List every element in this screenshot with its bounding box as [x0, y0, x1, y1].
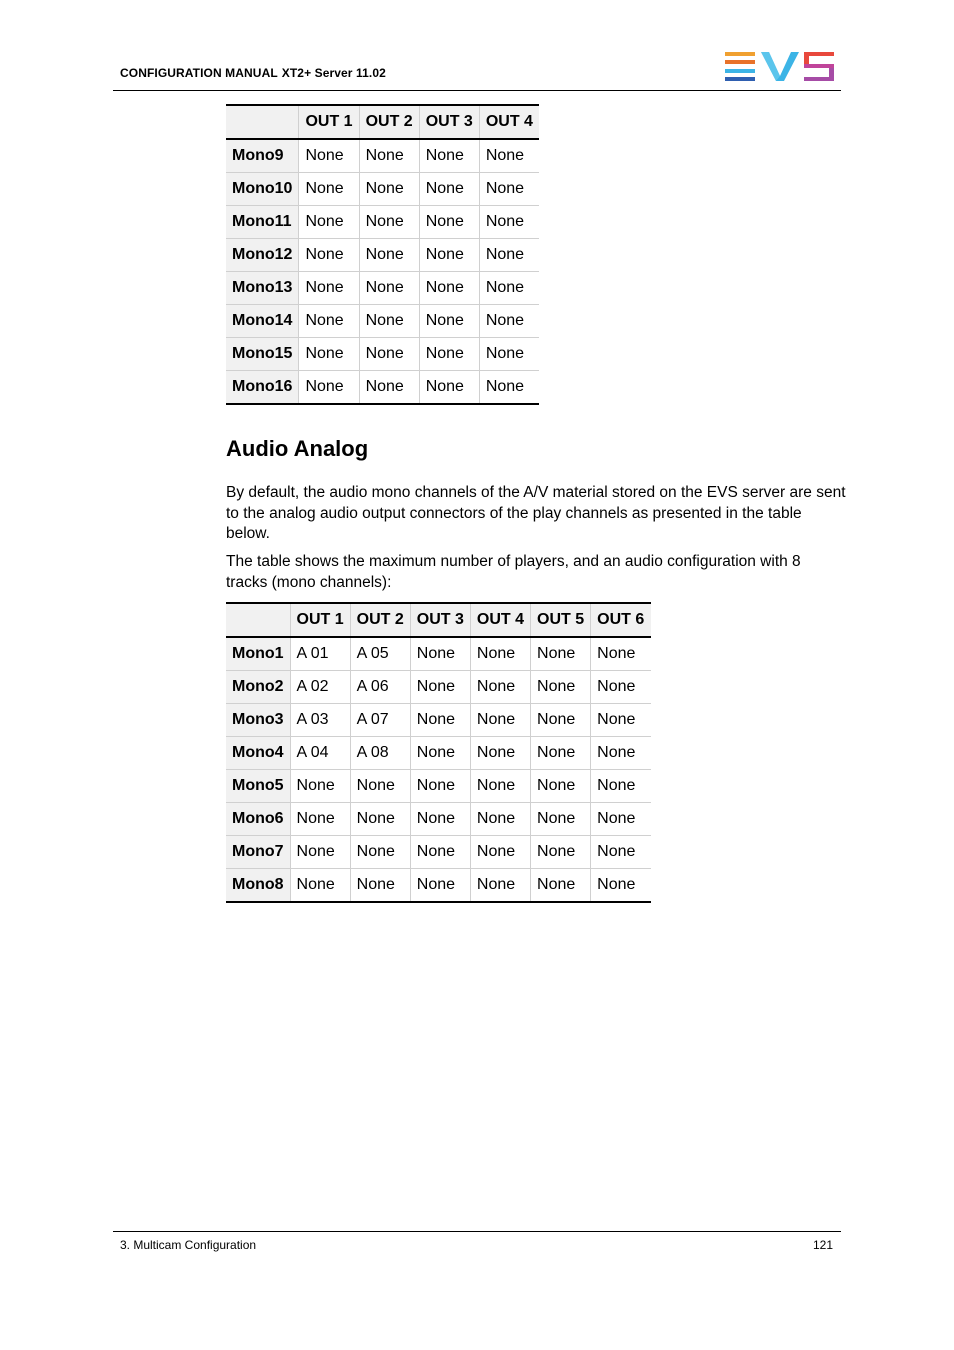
table-cell: None	[359, 371, 419, 405]
table-cell: None	[350, 836, 410, 869]
table-row	[226, 869, 651, 903]
evs-logo	[725, 52, 835, 82]
row-header: Mono9	[226, 139, 299, 173]
table-cell: None	[470, 637, 530, 671]
table-cell: None	[531, 671, 591, 704]
table-cell: None	[410, 671, 470, 704]
row-header: Mono7	[226, 836, 290, 869]
table-cell: None	[299, 272, 359, 305]
table-header-row	[226, 603, 651, 637]
table-cell: None	[290, 869, 350, 903]
table-cell: None	[591, 671, 651, 704]
table-row	[226, 371, 539, 405]
header-divider	[113, 90, 841, 91]
table-cell: None	[299, 139, 359, 173]
table-cell: None	[359, 173, 419, 206]
section-heading: Audio Analog	[226, 436, 369, 461]
table-cell: A 02	[290, 671, 350, 704]
row-header: Mono10	[226, 173, 299, 206]
manual-subtitle: XT2+ Server 11.02	[281, 66, 386, 80]
table-cell: None	[470, 704, 530, 737]
row-header: Mono6	[226, 803, 290, 836]
header-title	[120, 66, 386, 80]
column-header	[226, 105, 299, 139]
table-cell: None	[470, 869, 530, 903]
table-row	[226, 836, 651, 869]
table-cell: None	[531, 704, 591, 737]
table-cell: None	[470, 671, 530, 704]
table-cell: None	[531, 737, 591, 770]
row-header: Mono4	[226, 737, 290, 770]
table-cell: None	[419, 206, 479, 239]
table-cell: A 05	[350, 637, 410, 671]
table-cell: None	[479, 305, 539, 338]
table-cell: None	[359, 305, 419, 338]
table-cell: None	[410, 704, 470, 737]
table-cell: None	[419, 371, 479, 405]
table-cell: None	[359, 206, 419, 239]
row-header: Mono3	[226, 704, 290, 737]
table-cell: None	[479, 338, 539, 371]
table-cell: None	[359, 272, 419, 305]
row-header: Mono5	[226, 770, 290, 803]
row-header: Mono13	[226, 272, 299, 305]
table-cell: None	[359, 239, 419, 272]
table-row	[226, 803, 651, 836]
table-cell: None	[591, 803, 651, 836]
table-cell: None	[410, 737, 470, 770]
table-cell: None	[299, 173, 359, 206]
table-cell: None	[470, 770, 530, 803]
table-cell: None	[479, 139, 539, 173]
table-cell: None	[479, 173, 539, 206]
column-header: OUT 2	[350, 603, 410, 637]
manual-title: CONFIGURATION MANUAL	[120, 66, 278, 80]
table-cell: A 04	[290, 737, 350, 770]
table-cell: None	[591, 637, 651, 671]
table-cell: None	[299, 371, 359, 405]
column-header: OUT 3	[410, 603, 470, 637]
table-cell: None	[350, 770, 410, 803]
table-row	[226, 671, 651, 704]
table-cell: None	[419, 139, 479, 173]
table-cell: None	[419, 305, 479, 338]
intro-paragraph: By default, the audio mono channels of the A/V material stored on the EVS server are sent to the analog audio output connectors of the play channels as presented in the table below.	[226, 484, 846, 542]
column-header: OUT 3	[419, 105, 479, 139]
row-header: Mono8	[226, 869, 290, 903]
table-row	[226, 139, 539, 173]
table-row	[226, 704, 651, 737]
analog-audio-output-table	[226, 602, 651, 903]
table-cell: None	[299, 239, 359, 272]
table-cell: None	[290, 770, 350, 803]
table-cell: None	[350, 869, 410, 903]
row-header: Mono15	[226, 338, 299, 371]
table-cell: None	[410, 803, 470, 836]
table-cell: None	[479, 206, 539, 239]
column-header: OUT 1	[290, 603, 350, 637]
table-description-paragraph: The table shows the maximum number of players, and an audio configuration with 8 tracks (mono channels):	[226, 553, 801, 591]
table-cell: None	[531, 637, 591, 671]
column-header: OUT 6	[591, 603, 651, 637]
table-cell: None	[410, 637, 470, 671]
table-cell: None	[479, 371, 539, 405]
table-row	[226, 338, 539, 371]
table-cell: None	[290, 836, 350, 869]
column-header: OUT 1	[299, 105, 359, 139]
table-cell: None	[410, 770, 470, 803]
footer-divider	[113, 1231, 841, 1232]
table-row	[226, 239, 539, 272]
table-cell: None	[531, 770, 591, 803]
column-header	[226, 603, 290, 637]
page-number: 121	[813, 1238, 834, 1252]
column-header: OUT 5	[531, 603, 591, 637]
table-row	[226, 770, 651, 803]
table-cell: None	[470, 803, 530, 836]
table-cell: None	[470, 737, 530, 770]
table-cell: None	[531, 803, 591, 836]
row-header: Mono14	[226, 305, 299, 338]
table-cell: None	[299, 338, 359, 371]
table-cell: None	[419, 338, 479, 371]
table-row	[226, 305, 539, 338]
table-cell: None	[591, 869, 651, 903]
table-cell: None	[419, 272, 479, 305]
table-cell: None	[591, 704, 651, 737]
table-cell: None	[531, 869, 591, 903]
row-header: Mono11	[226, 206, 299, 239]
table-cell: None	[410, 869, 470, 903]
table-header-row	[226, 105, 539, 139]
table-cell: None	[591, 770, 651, 803]
table-cell: A 07	[350, 704, 410, 737]
table-cell: None	[350, 803, 410, 836]
row-header: Mono16	[226, 371, 299, 405]
table-row	[226, 637, 651, 671]
table-cell: None	[299, 305, 359, 338]
table-cell: None	[419, 239, 479, 272]
table-cell: None	[591, 737, 651, 770]
table-row	[226, 206, 539, 239]
table-cell: A 08	[350, 737, 410, 770]
table-cell: A 06	[350, 671, 410, 704]
column-header: OUT 4	[470, 603, 530, 637]
footer-section-title: 3. Multicam Configuration	[120, 1238, 257, 1252]
table-cell: None	[470, 836, 530, 869]
table-cell: None	[299, 206, 359, 239]
table-cell: None	[479, 272, 539, 305]
table-cell: A 01	[290, 637, 350, 671]
table-row	[226, 173, 539, 206]
row-header: Mono1	[226, 637, 290, 671]
table-cell: A 03	[290, 704, 350, 737]
table-row	[226, 272, 539, 305]
table-row	[226, 737, 651, 770]
table-cell: None	[531, 836, 591, 869]
row-header: Mono2	[226, 671, 290, 704]
row-header: Mono12	[226, 239, 299, 272]
table-cell: None	[419, 173, 479, 206]
column-header: OUT 4	[479, 105, 539, 139]
column-header: OUT 2	[359, 105, 419, 139]
table-cell: None	[359, 338, 419, 371]
table-cell: None	[479, 239, 539, 272]
table-cell: None	[359, 139, 419, 173]
table-cell: None	[290, 803, 350, 836]
table-cell: None	[410, 836, 470, 869]
table-cell: None	[591, 836, 651, 869]
mono9-16-output-table	[226, 104, 539, 405]
